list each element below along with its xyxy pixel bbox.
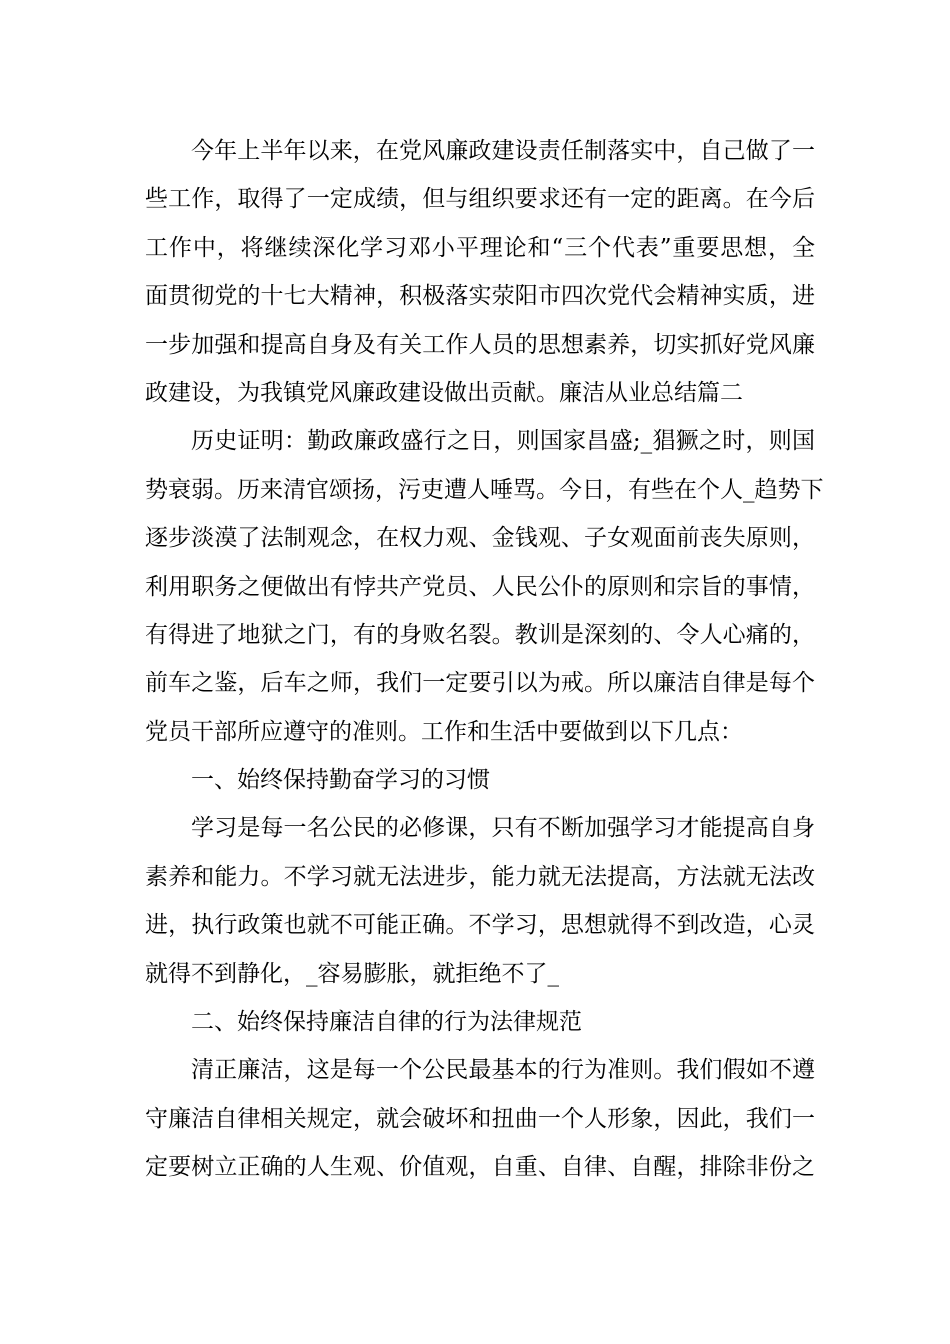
- paragraph-first-line: 历史证明：勤政廉政盛行之日，则国家昌盛;_猖獗之时，则国: [191, 428, 815, 455]
- paragraph-first-line: 二、始终保持廉洁自律的行为法律规范: [191, 1009, 582, 1036]
- paragraph-line: 逐步淡漠了法制观念，在权力观、金钱观、子女观面前丧失原则，: [145, 525, 815, 552]
- paragraph: [145, 127, 815, 417]
- paragraph-line: 势衰弱。历来清官颂扬，污吏遭人唾骂。今日，有些在个人_趋势下: [145, 476, 824, 503]
- paragraph: [145, 804, 815, 998]
- paragraph-line: 利用职务之便做出有悖共产党员、人民公仆的原则和宗旨的事情，: [145, 573, 815, 600]
- paragraph-first-line: 清正廉洁，这是每一个公民最基本的行为准则。我们假如不遵: [191, 1057, 815, 1084]
- paragraph-line: 素养和能力。不学习就无法进步，能力就无法提高，方法就无法改: [145, 863, 815, 890]
- paragraph-line: 守廉洁自律相关规定，就会破坏和扭曲一个人形象，因此，我们一: [145, 1105, 815, 1132]
- paragraph: [145, 1046, 815, 1191]
- paragraph-line: 有得进了地狱之门，有的身败名裂。教训是深刻的、令人心痛的，: [145, 621, 815, 648]
- paragraph-line: 面贯彻党的十七大精神，积极落实荥阳市四次党代会精神实质，进: [145, 283, 815, 310]
- paragraph-line: 定要树立正确的人生观、价值观，自重、自律、自醒，排除非份之: [145, 1154, 815, 1181]
- paragraph-line: 前车之鉴，后车之师，我们一定要引以为戒。所以廉洁自律是每个: [145, 670, 815, 697]
- paragraph-line: 进，执行政策也就不可能正确。不学习，思想就得不到改造，心灵: [145, 912, 815, 939]
- paragraph-line: 一步加强和提高自身及有关工作人员的思想素养，切实抓好党风廉: [145, 331, 815, 358]
- paragraph-first-line: 今年上半年以来，在党风廉政建设责任制落实中，自己做了一: [191, 138, 815, 164]
- paragraph-line: 工作中，将继续深化学习邓小平理论和“三个代表”重要思想，全: [145, 234, 815, 261]
- paragraph-line: 党员干部所应遵守的准则。工作和生活中要做到以下几点：: [145, 718, 743, 745]
- paragraph-line: 就得不到静化，_容易膨胀，就拒绝不了_: [145, 960, 559, 987]
- paragraph: [145, 756, 815, 804]
- paragraph-first-line: 学习是每一名公民的必修课，只有不断加强学习才能提高自身: [191, 815, 815, 842]
- paragraph-first-line: 一、始终保持勤奋学习的习惯: [191, 767, 490, 794]
- paragraph-line: 些工作，取得了一定成绩，但与组织要求还有一定的距离。在今后: [145, 186, 815, 213]
- paragraph: [145, 417, 824, 756]
- paragraph: [145, 998, 815, 1046]
- document-body: [145, 127, 824, 1192]
- paragraph-line: 政建设，为我镇党风廉政建设做出贡献。廉洁从业总结篇二: [145, 379, 743, 406]
